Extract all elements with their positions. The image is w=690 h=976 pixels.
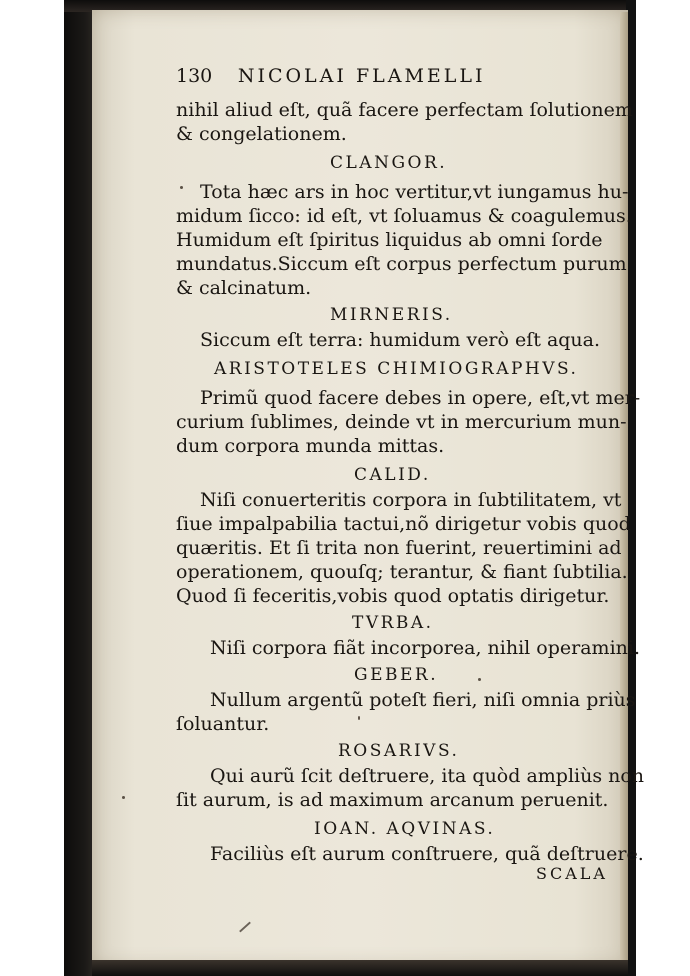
running-head [176, 64, 556, 88]
text-line: Humidum eſt ſpiritus liquidus ab omni ſorde [176, 229, 603, 251]
text-line: ſit aurum, is ad maximum arcanum peruenit. [176, 789, 609, 811]
text-line: mundatus.Siccum eſt corpus perfectum purum [176, 253, 627, 275]
section-heading: MIRNERIS. [330, 305, 453, 325]
section-heading: IOAN. AQVINAS. [314, 819, 496, 839]
section-heading: CALID. [354, 465, 431, 485]
text-line: Tota hæc ars in hoc vertitur,vt iungamus hu- [200, 181, 629, 203]
pencil-mark [239, 922, 251, 933]
text-line: & congelationem. [176, 123, 347, 145]
text-line: Qui aurũ ſcit deſtruere, ita quòd ampliùs non [210, 765, 645, 787]
section-heading: ARISTOTELES CHIMIOGRAPHVS. [214, 359, 579, 379]
text-line: & calcinatum. [176, 277, 312, 299]
paper-speck [122, 796, 125, 799]
paper-speck [180, 186, 183, 189]
section-heading: GEBER. [354, 665, 439, 685]
text-line: curium ſublimes, deinde vt in mercurium mun- [176, 411, 627, 433]
text-line: quæritis. Et ſi trita non fuerint, reuertimini ad [176, 537, 622, 559]
catchword: SCALA [536, 864, 608, 883]
paper-speck [478, 678, 481, 681]
text-line: Primũ quod facere debes in opere, eſt,vt mer- [200, 387, 641, 409]
text-line: Siccum eſt terra: humidum verò eſt aqua. [200, 329, 601, 351]
text-line: Niſi conuerteritis corpora in ſubtilitatem, vt [200, 489, 622, 511]
text-line: Quod ſi feceritis,vobis quod optatis dirigetur. [176, 585, 610, 607]
text-line: Niſi corpora fiãt incorporea, nihil operamini. [210, 637, 640, 659]
paper-speck [358, 716, 360, 720]
text-line: ſoluantur. [176, 713, 270, 735]
section-heading: TVRBA. [352, 613, 434, 633]
text-line: ſiue impalpabilia tactui,nõ dirigetur vobis quod [176, 513, 631, 535]
page-number: 130 [176, 65, 213, 87]
text-line: operationem, quouſq; terantur, & fiant ſubtilia. [176, 561, 628, 583]
text-line: midum ſicco: id eſt, vt ſoluamus & coagulemus. [176, 205, 632, 227]
section-heading: CLANGOR. [330, 153, 448, 173]
running-title: NICOLAI FLAMELLI [237, 65, 486, 87]
text-line: nihil aliud eſt, quã facere perfectam ſolutionem [176, 99, 633, 121]
text-line: dum corpora munda mittas. [176, 435, 445, 457]
text-line: Faciliùs eſt aurum conſtruere, quã deſtruere. [210, 843, 644, 865]
text-line: Nullum argentũ poteſt fieri, niſi omnia priùs [210, 689, 636, 711]
section-heading: ROSARIVS. [338, 741, 460, 761]
